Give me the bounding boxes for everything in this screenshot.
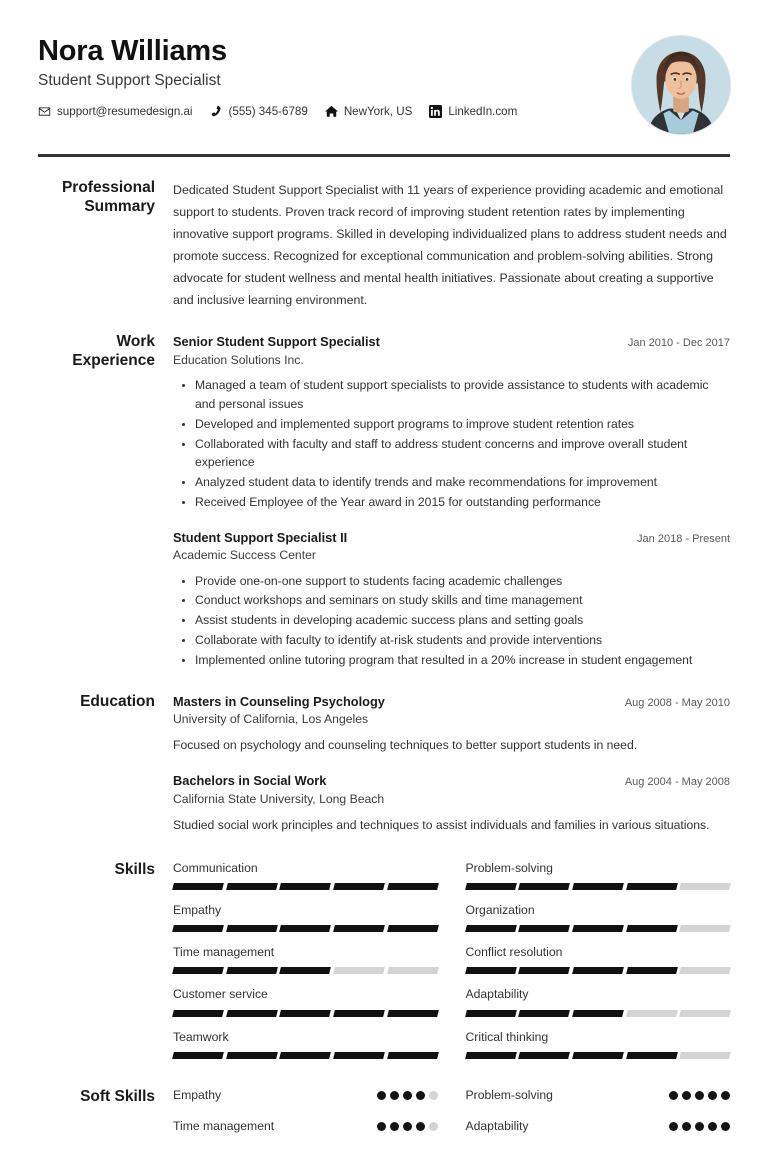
skill-level-segment xyxy=(679,967,730,974)
soft-skill-label: Adaptability xyxy=(465,1119,529,1134)
contact-location[interactable] xyxy=(325,105,413,118)
skill-level-segment xyxy=(679,925,730,932)
skill-item xyxy=(173,861,438,903)
entry-header xyxy=(173,693,730,710)
skill-level-segment xyxy=(333,1052,384,1059)
skill-level-bar xyxy=(173,925,438,932)
skill-level-segment xyxy=(626,1010,677,1017)
header-identity xyxy=(38,34,517,118)
entry-header xyxy=(173,772,730,789)
skill-item xyxy=(173,987,438,1029)
section-soft-skills xyxy=(0,1088,768,1150)
entry-date: Aug 2004 - May 2008 xyxy=(624,776,730,789)
entry-institution: University of California, Los Angeles xyxy=(173,712,369,727)
entry-title: Masters in Counseling Psychology xyxy=(173,694,385,710)
skill-level-bar xyxy=(466,967,731,974)
experience-entries xyxy=(173,333,730,671)
skill-level-segment xyxy=(679,1052,730,1059)
skill-level-segment xyxy=(626,925,677,932)
avatar-illustration xyxy=(632,36,730,134)
section-education xyxy=(0,693,768,835)
contact-location-text: NewYork, US xyxy=(343,104,413,118)
soft-skill-label: Problem-solving xyxy=(465,1087,553,1102)
linkedin-icon xyxy=(429,105,442,118)
skill-level-segment xyxy=(572,925,623,932)
soft-skill-label: Time management xyxy=(173,1119,275,1134)
job-title: Student Support Specialist xyxy=(38,72,221,90)
avatar xyxy=(632,36,730,134)
entry-title: Student Support Specialist II xyxy=(173,530,348,546)
entry-institution: California State University, Long Beach xyxy=(173,791,385,806)
skill-level-segment xyxy=(626,967,677,974)
skill-level-segment xyxy=(465,883,516,890)
soft-skill-rating xyxy=(377,1122,438,1131)
bullet-item: Collaborated with faculty and staff to address student concerns and improve overall student experience xyxy=(193,435,730,473)
skill-level-segment xyxy=(226,883,277,890)
skill-level-segment xyxy=(518,1052,569,1059)
skill-level-segment xyxy=(465,967,516,974)
skill-item xyxy=(466,987,731,1029)
rating-dot xyxy=(403,1091,412,1100)
rating-dot xyxy=(708,1122,717,1131)
rating-dot xyxy=(390,1122,399,1131)
section-label-skills: Skills xyxy=(114,860,155,878)
skill-level-bar xyxy=(466,883,731,890)
rating-dot xyxy=(721,1122,730,1131)
skill-label: Problem-solving xyxy=(465,860,553,875)
rating-dot xyxy=(708,1091,717,1100)
soft-skill-item xyxy=(466,1119,731,1150)
bullet-item: Received Employee of the Year award in 2015 for outstanding performance xyxy=(193,493,730,512)
skill-label: Conflict resolution xyxy=(465,945,563,960)
skill-item xyxy=(173,903,438,945)
section-label-soft-skills: Soft Skills xyxy=(80,1087,155,1105)
entry-bullet-list xyxy=(173,376,730,512)
skill-level-bar xyxy=(466,1052,731,1059)
rating-dot xyxy=(695,1122,704,1131)
experience-entry xyxy=(173,333,730,512)
skill-level-segment xyxy=(465,1010,516,1017)
skill-label: Time management xyxy=(173,945,275,960)
skill-level-segment xyxy=(172,925,223,932)
skill-level-segment xyxy=(172,1010,223,1017)
skill-level-bar xyxy=(173,1052,438,1059)
skill-level-segment xyxy=(333,1010,384,1017)
skill-label: Critical thinking xyxy=(465,1029,549,1044)
section-label-summary: Professional Summary xyxy=(61,179,155,215)
entry-title: Bachelors in Social Work xyxy=(173,773,327,789)
page-title: Nora Williams xyxy=(38,35,227,67)
bullet-item: Managed a team of student support specialists to provide assistance to students with academic and personal issues xyxy=(193,376,730,414)
skill-label: Teamwork xyxy=(173,1029,229,1044)
skill-item xyxy=(466,861,731,903)
skill-level-segment xyxy=(226,967,277,974)
entry-date: Jan 2010 - Dec 2017 xyxy=(627,337,730,350)
rating-dot xyxy=(416,1091,425,1100)
contact-email[interactable] xyxy=(38,105,193,118)
rating-dot xyxy=(377,1122,386,1131)
resume-header xyxy=(0,0,768,134)
education-entry xyxy=(173,693,730,755)
contact-linkedin[interactable] xyxy=(429,105,517,118)
bullet-item: Conduct workshops and seminars on study skills and time management xyxy=(193,591,730,610)
summary-text: Dedicated Student Support Specialist with 11 years of experience providing academic and emotional support to students. Proven track record of improving student retention rates by implementing innovative support programs. Skilled in developing individualized plans to address student needs and promote success. Recognized for exceptional communication and problem-solving abilities. Strong advocate for student wellness and mental health initiatives. Passionate about creating a supportive and inclusive learning environment. xyxy=(173,183,727,308)
rating-dot xyxy=(403,1122,412,1131)
bullet-item: Provide one-on-one support to students facing academic challenges xyxy=(193,572,730,591)
envelope-icon xyxy=(38,105,51,118)
skill-level-segment xyxy=(572,1052,623,1059)
rating-dot xyxy=(390,1091,399,1100)
skill-level-bar xyxy=(173,1010,438,1017)
skill-level-segment xyxy=(518,967,569,974)
entry-bullet-list xyxy=(173,572,730,671)
skill-level-segment xyxy=(387,967,438,974)
skill-level-segment xyxy=(572,883,623,890)
bullet-item: Analyzed student data to identify trends and make recommendations for improvement xyxy=(193,473,730,492)
rating-dot xyxy=(682,1122,691,1131)
skill-label: Organization xyxy=(465,902,535,917)
skill-level-bar xyxy=(173,967,438,974)
soft-skill-rating xyxy=(669,1122,730,1131)
home-icon xyxy=(325,105,338,118)
entry-title: Senior Student Support Specialist xyxy=(173,334,380,350)
skill-level-segment xyxy=(626,883,677,890)
section-label-education: Education xyxy=(80,693,155,711)
skill-level-segment xyxy=(679,1010,730,1017)
skill-level-segment xyxy=(172,883,223,890)
bullet-item: Implemented online tutoring program that resulted in a 20% increase in student engagement xyxy=(193,651,730,670)
skill-level-segment xyxy=(387,1010,438,1017)
soft-skill-item xyxy=(173,1119,438,1150)
bullet-item: Collaborate with faculty to identify at-risk students and provide interventions xyxy=(193,631,730,650)
skill-level-segment xyxy=(572,967,623,974)
skill-item xyxy=(466,1030,731,1072)
skill-level-segment xyxy=(465,1052,516,1059)
skill-label: Customer service xyxy=(173,987,268,1002)
skill-level-segment xyxy=(465,925,516,932)
section-skills xyxy=(0,861,768,1072)
skill-level-segment xyxy=(387,925,438,932)
section-work-experience xyxy=(0,333,768,671)
skill-level-segment xyxy=(280,925,331,932)
skill-level-segment xyxy=(572,1010,623,1017)
rating-dot xyxy=(429,1122,438,1131)
rating-dot xyxy=(416,1122,425,1131)
skill-level-segment xyxy=(387,1052,438,1059)
contact-linkedin-text: LinkedIn.com xyxy=(448,104,518,118)
soft-skill-rating xyxy=(669,1091,730,1100)
section-professional-summary xyxy=(0,179,768,311)
skill-label: Communication xyxy=(173,860,258,875)
entry-date: Aug 2008 - May 2010 xyxy=(624,697,730,710)
skill-level-bar xyxy=(466,1010,731,1017)
section-label-experience: Work Experience xyxy=(72,333,155,370)
entry-organization: Education Solutions Inc. xyxy=(173,352,304,367)
bullet-item: Developed and implemented support programs to improve student retention rates xyxy=(193,415,730,434)
experience-entry xyxy=(173,529,730,670)
skill-level-segment xyxy=(172,967,223,974)
skill-level-segment xyxy=(679,883,730,890)
skill-item xyxy=(173,1030,438,1072)
skill-level-segment xyxy=(226,1010,277,1017)
skill-level-segment xyxy=(280,883,331,890)
rating-dot xyxy=(669,1091,678,1100)
entry-header xyxy=(173,529,730,546)
soft-skill-rating xyxy=(377,1091,438,1100)
skill-level-segment xyxy=(626,1052,677,1059)
skill-label: Adaptability xyxy=(465,987,529,1002)
skill-label: Empathy xyxy=(173,902,222,917)
soft-skill-item xyxy=(466,1088,731,1119)
skill-level-segment xyxy=(226,1052,277,1059)
skill-level-segment xyxy=(333,925,384,932)
skill-level-bar xyxy=(466,925,731,932)
rating-dot xyxy=(377,1091,386,1100)
rating-dot xyxy=(721,1091,730,1100)
contact-phone[interactable] xyxy=(210,105,308,118)
soft-skill-item xyxy=(173,1088,438,1119)
skill-level-segment xyxy=(280,1052,331,1059)
entry-organization: Academic Success Center xyxy=(173,548,316,563)
rating-dot xyxy=(429,1091,438,1100)
skill-level-segment xyxy=(280,1010,331,1017)
entry-description: Focused on psychology and counseling techniques to better support students in need. xyxy=(173,738,638,753)
bullet-item: Assist students in developing academic success plans and setting goals xyxy=(193,611,730,630)
skill-level-segment xyxy=(518,883,569,890)
entry-date: Jan 2018 - Present xyxy=(637,533,730,546)
education-entries xyxy=(173,693,730,835)
skill-level-segment xyxy=(333,967,384,974)
soft-skills-grid xyxy=(173,1088,730,1150)
contact-phone-text: (555) 345-6789 xyxy=(228,104,308,118)
rating-dot xyxy=(669,1122,678,1131)
skill-item xyxy=(466,945,731,987)
rating-dot xyxy=(682,1091,691,1100)
skill-level-segment xyxy=(226,925,277,932)
soft-skill-label: Empathy xyxy=(173,1087,222,1102)
header-divider xyxy=(38,154,730,157)
skill-level-segment xyxy=(387,883,438,890)
entry-header xyxy=(173,333,730,350)
skills-grid xyxy=(173,861,730,1072)
contact-row xyxy=(38,105,517,118)
skill-level-segment xyxy=(518,925,569,932)
contact-email-text: support@resumedesign.ai xyxy=(57,104,193,118)
skill-item xyxy=(173,945,438,987)
skill-level-segment xyxy=(518,1010,569,1017)
skill-level-segment xyxy=(172,1052,223,1059)
entry-description: Studied social work principles and techniques to assist individuals and families in various situations. xyxy=(173,817,710,832)
skill-level-bar xyxy=(173,883,438,890)
rating-dot xyxy=(695,1091,704,1100)
skill-level-segment xyxy=(333,883,384,890)
skill-item xyxy=(466,903,731,945)
phone-icon xyxy=(210,105,223,118)
skill-level-segment xyxy=(280,967,331,974)
education-entry xyxy=(173,772,730,834)
